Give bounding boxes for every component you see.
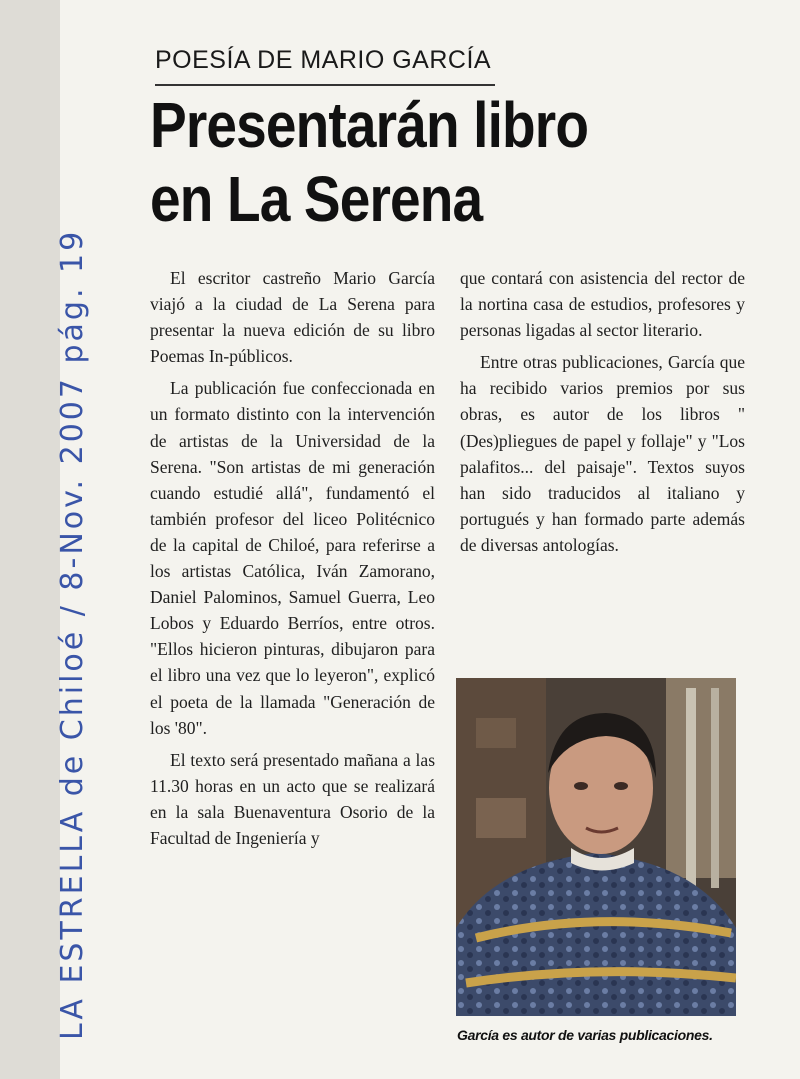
headline	[150, 88, 632, 236]
headline-line-1: Presentarán libro	[150, 89, 589, 161]
paragraph-4: que contará con asistencia del rector de la nortina casa de estudios, profesores y personas ligadas al sector literario.	[460, 268, 745, 341]
paragraph-5: Entre otras publicaciones, García que ha recibido varios premios por sus obras, es autor de los libros "(Des)pliegues de papel y follaje" y "Los palafitos... del paisaje". Textos suyos han sido traducidos al italiano y portugués y han formado parte además de diversas antologías.	[460, 352, 745, 555]
article-column-1	[150, 265, 435, 857]
headline-line-2: en La Serena	[150, 163, 483, 235]
scan-margin	[0, 0, 60, 1079]
paragraph-1: El escritor castreño Mario García viajó a la ciudad de La Serena para presentar la nueva edición de su libro Poemas In-públicos.	[150, 268, 435, 367]
paragraph-3: El texto será presentado mañana a las 11.30 horas en un acto que se realizará en la sala Buenaventura Osorio de la Facultad de Ingeniería y	[150, 749, 435, 848]
article-column-2	[460, 265, 745, 564]
photo-caption: García es autor de varias publicaciones.	[457, 1027, 713, 1043]
kicker: POESÍA DE MARIO GARCÍA	[155, 46, 492, 74]
kicker-rule	[155, 84, 495, 86]
paragraph-2: La publicación fue confeccionada en un formato distinto con la intervención de artistas de la Universidad de la Serena. "Son artistas de mi generación cuando estudié allá", fundamentó el también profesor del liceo Politécnico de la capital de Chiloé, para referirse a los artistas Católica, Iván Zamorano, Daniel Palominos, Samuel Guerra, Leo Lobos y Eduardo Berríos, entre otros. "Ellos hicieron pinturas, dibujaron para el libro una vez que lo leyeron", explicó el poeta de la llamada "Generación de los '80".	[150, 378, 435, 738]
handwritten-note: LA ESTRELLA de Chiloé / 8-Nov. 2007 pág. 19	[55, 228, 90, 1040]
portrait-photo-illustration	[456, 678, 736, 1016]
portrait-photo	[456, 678, 736, 1016]
